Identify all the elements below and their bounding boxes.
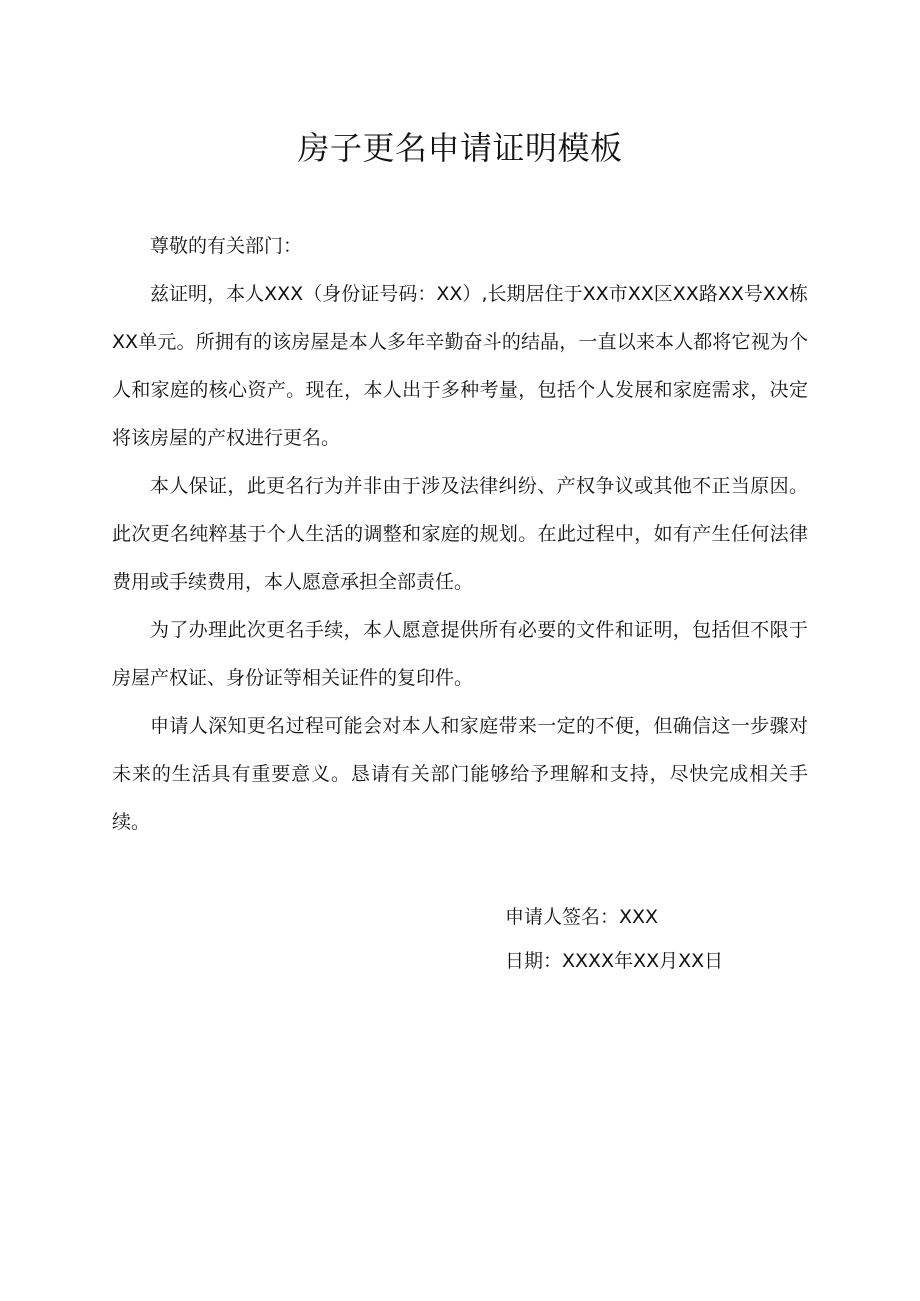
paragraph-guarantee: 本人保证，此更名行为并非由于涉及法律纠纷、产权争议或其他不正当原因。此次更名纯粹基于个人生活的调整和家庭的规划。在此过程中，如有产生任何法律费用或手续费用，本人愿意承担全部责任。 xyxy=(112,475,808,593)
paragraph-certification: 兹证明，本人XXX（身份证号码：XX）,长期居住于XX市XX区XX路XX号XX栋XX单元。所拥有的该房屋是本人多年辛勤奋斗的结晶，一直以来本人都将它视为个人和家庭的核心资产。现在，本人出于多种考量，包括个人发展和家庭需求，决定将该房屋的产权进行更名。 xyxy=(112,283,808,449)
document-body xyxy=(112,222,808,846)
document-title: 房子更名申请证明模板 xyxy=(297,129,623,167)
date-line: 日期：XXXX年XX月XX日 xyxy=(505,950,724,972)
paragraph-request: 申请人深知更名过程可能会对本人和家庭带来一定的不便，但确信这一步骤对未来的生活具有重要意义。恳请有关部门能够给予理解和支持，尽快完成相关手续。 xyxy=(112,715,808,833)
signer-line: 申请人签名：XXX xyxy=(505,906,659,928)
signature-block xyxy=(505,895,723,983)
paragraph-documents: 为了办理此次更名手续，本人愿意提供所有必要的文件和证明，包括但不限于房屋产权证、身份证等相关证件的复印件。 xyxy=(112,619,808,689)
salutation: 尊敬的有关部门： xyxy=(150,235,303,257)
